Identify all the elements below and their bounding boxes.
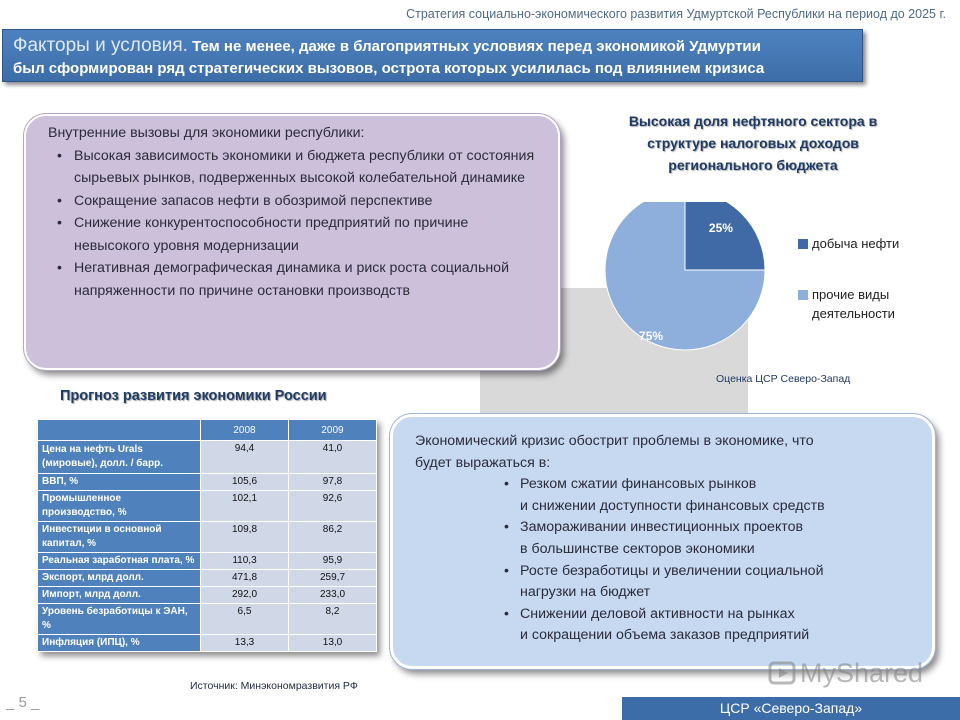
crisis-list bbox=[502, 474, 922, 647]
value-2008: 110,3 bbox=[201, 553, 289, 570]
value-2008: 105,6 bbox=[201, 474, 289, 491]
pie-title-line: структуре налоговых доходов bbox=[647, 135, 859, 151]
table-header-cell: 2008 bbox=[201, 420, 289, 441]
value-2008: 6,5 bbox=[201, 604, 289, 635]
internal-challenges-heading: Внутренние вызовы для экономики республики: bbox=[48, 125, 365, 141]
crisis-item-line: и снижении доступности финансовых средств bbox=[520, 497, 825, 514]
crisis-item bbox=[502, 474, 922, 517]
forecast-table bbox=[37, 419, 376, 652]
crisis-item bbox=[502, 561, 922, 604]
value-2008: 292,0 bbox=[201, 587, 289, 604]
table-row bbox=[38, 441, 377, 474]
page-number: _ 5 _ bbox=[6, 694, 40, 711]
crisis-heading-line: будет выражаться в: bbox=[415, 454, 551, 471]
table-header-cell bbox=[38, 420, 201, 441]
table-row bbox=[38, 553, 377, 570]
pie-data-label-oil: 25% bbox=[708, 221, 733, 236]
value-2008: 13,3 bbox=[201, 635, 289, 652]
header-banner bbox=[2, 29, 863, 82]
pie-chart bbox=[600, 202, 770, 372]
challenge-item: • Негативная демографическая динамика и риск роста социальной напряженности по причине остановки производств bbox=[48, 257, 544, 302]
crisis-item bbox=[502, 517, 922, 560]
pie-source: Оценка ЦСР Северо-Запад bbox=[716, 373, 851, 385]
table-header-row bbox=[38, 420, 377, 441]
banner-lead: Факторы и условия. bbox=[13, 35, 188, 56]
pie-slice-oil bbox=[685, 202, 765, 270]
pie-data-label-other: 75% bbox=[639, 328, 664, 343]
crisis-item-line: нагрузки на бюджет bbox=[520, 584, 651, 601]
value-2009: 41,0 bbox=[289, 441, 377, 474]
challenge-item: • Сокращение запасов нефти в обозримой перспективе bbox=[48, 190, 544, 213]
internal-challenges-panel bbox=[24, 114, 560, 370]
value-2009: 233,0 bbox=[289, 587, 377, 604]
crisis-item-line: • Резком сжатии финансовых рынков bbox=[520, 476, 757, 493]
legend-swatch-oil bbox=[798, 239, 808, 249]
crisis-item-line: • Снижении деловой активности на рынках bbox=[520, 605, 795, 622]
row-label: Уровень безработицы к ЭАН, % bbox=[38, 604, 201, 635]
legend-swatch-other bbox=[798, 290, 808, 300]
challenge-item: • Высокая зависимость экономики и бюджета республики от состояния сырьевых рынков, подверженных высокой колебательной динамике bbox=[48, 145, 544, 190]
value-2009: 97,8 bbox=[289, 474, 377, 491]
crisis-panel bbox=[390, 414, 935, 669]
table-row bbox=[38, 570, 377, 587]
watermark-logo-icon bbox=[768, 659, 796, 687]
value-2008: 102,1 bbox=[201, 491, 289, 522]
row-label: Инвестиции в основной капитал, % bbox=[38, 522, 201, 553]
pie-title-line: Высокая доля нефтяного сектора в bbox=[628, 113, 878, 129]
table-row bbox=[38, 491, 377, 522]
crisis-item-line: • Замораживании инвестиционных проектов bbox=[520, 519, 804, 536]
legend-label-other: прочие виды деятельности bbox=[812, 287, 895, 321]
value-2009: 95,9 bbox=[289, 553, 377, 570]
value-2008: 94,4 bbox=[201, 441, 289, 474]
presentation-title: Стратегия социально-экономического развития Удмуртской Республики на период до 2025 г. bbox=[406, 7, 946, 21]
crisis-item-line: в большинстве секторов экономики bbox=[520, 540, 755, 557]
value-2009: 86,2 bbox=[289, 522, 377, 553]
pie-title-line: регионального бюджета bbox=[668, 157, 838, 173]
table-row bbox=[38, 522, 377, 553]
legend-label-oil: добыча нефти bbox=[812, 236, 900, 251]
row-label: Промышленное производство, % bbox=[38, 491, 201, 522]
table-row bbox=[38, 604, 377, 635]
banner-text-1: Тем не менее, даже в благоприятных условиях перед экономикой Удмуртии bbox=[192, 38, 761, 55]
watermark-text: MyShared bbox=[800, 658, 924, 688]
table-title: Прогноз развития экономики России bbox=[60, 388, 327, 404]
row-label: Импорт, млрд долл. bbox=[38, 587, 201, 604]
table-row bbox=[38, 587, 377, 604]
value-2009: 8,2 bbox=[289, 604, 377, 635]
pie-chart-title bbox=[598, 110, 908, 176]
crisis-item bbox=[502, 604, 922, 647]
challenge-item: • Снижение конкурентоспособности предприятий по причине невысокого уровня модернизации bbox=[48, 212, 544, 257]
row-label: Инфляция (ИПЦ), % bbox=[38, 635, 201, 652]
value-2008: 471,8 bbox=[201, 570, 289, 587]
banner-text-2: был сформирован ряд стратегических вызовов, острота которых усилилась под влиянием кризиса bbox=[13, 60, 765, 77]
row-label: Цена на нефть Urals (мировые), долл. / барр. bbox=[38, 441, 201, 474]
table-row bbox=[38, 635, 377, 652]
internal-challenges-list bbox=[48, 145, 544, 303]
table-row bbox=[38, 474, 377, 491]
row-label: Экспорт, млрд долл. bbox=[38, 570, 201, 587]
row-label: Реальная заработная плата, % bbox=[38, 553, 201, 570]
value-2008: 109,8 bbox=[201, 522, 289, 553]
value-2009: 13,0 bbox=[289, 635, 377, 652]
value-2009: 259,7 bbox=[289, 570, 377, 587]
row-label: ВВП, % bbox=[38, 474, 201, 491]
crisis-item-line: • Росте безработицы и увеличении социальной bbox=[520, 562, 824, 579]
table-header-cell: 2009 bbox=[289, 420, 377, 441]
value-2009: 92,6 bbox=[289, 491, 377, 522]
watermark bbox=[768, 658, 923, 689]
table-source: Источник: Минэкономразвития РФ bbox=[190, 680, 358, 692]
crisis-heading-line: Экономический кризис обострит проблемы в экономике, что bbox=[415, 433, 814, 449]
footer-org-bar: ЦСР «Северо-Запад» bbox=[622, 697, 960, 720]
crisis-item-line: и сокращении объема заказов предприятий bbox=[520, 627, 810, 644]
